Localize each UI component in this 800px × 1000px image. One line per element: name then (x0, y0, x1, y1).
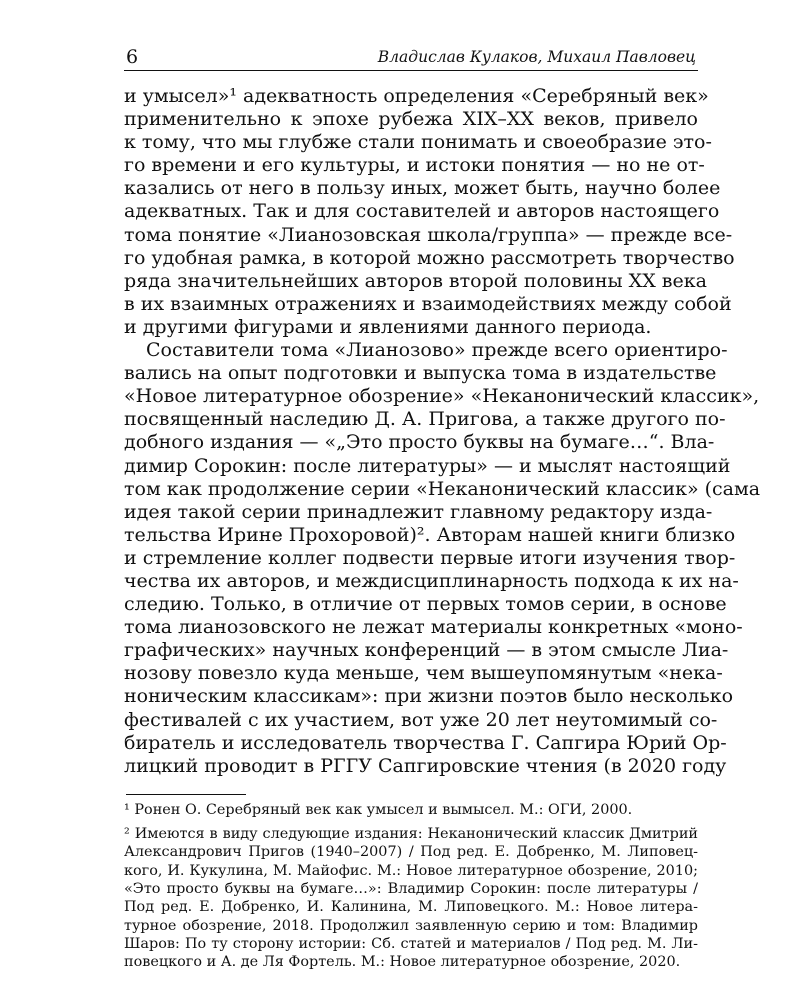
body-line: том как продолжение серии «Неканонический классик» (сама (124, 477, 761, 500)
book-page (124, 40, 761, 971)
body-line: к тому, что мы глубже стали понимать и своеобразие это- (124, 131, 712, 154)
body-text (124, 85, 761, 778)
body-line: добного издания — «„Это просто буквы на бумаге…“. Вла- (124, 431, 715, 454)
running-title: Владислав Кулаков, Михаил Павловец (377, 48, 696, 66)
footnote-line: кого, И. Кукулина, М. Майофис. М.: Новое литературное обозрение, 2010; (124, 862, 698, 879)
body-line: фестивалей с их участием, вот уже 20 лет неутомимый со- (124, 708, 718, 731)
body-line: применительно к эпохе рубежа XIX–XX веков, привело (124, 108, 698, 131)
body-line: ряда значительнейших авторов второй половины XX века (124, 269, 707, 292)
footnote-line: турное обозрение, 2018. Продолжил заявленную серию и том: Владимир (124, 917, 698, 934)
body-line: биратель и исследователь творчества Г. Сапгира Юрий Ор- (124, 731, 727, 754)
body-line: го времени и его культуры, и истоки понятия — но не от- (124, 154, 705, 177)
footnote-line: повецкого и А. де Ля Фортель. М.: Новое литературное обозрение, 2020. (124, 954, 681, 971)
body-line: следию. Только, в отличие от первых томов серии, в основе (124, 593, 727, 616)
body-line: идея такой серии принадлежит главному редактору изда- (124, 500, 713, 523)
body-line: го удобная рамка, в которой можно рассмотреть творчество (124, 246, 735, 269)
body-line: посвященный наследию Д. А. Пригова, а также другого по- (124, 408, 726, 431)
footnote-line: Александрович Пригов (1940–2007) / Под ред. Е. Добренко, М. Липовец- (124, 844, 698, 861)
page-number: 6 (126, 46, 139, 68)
body-line: нозову повезло куда меньше, чем вышеупомянутым «нека- (124, 662, 723, 685)
body-line: и стремление коллег подвести первые итоги изучения твор- (124, 546, 736, 569)
body-line: Составители тома «Лианозово» прежде всего ориентиро- (146, 339, 728, 362)
body-line: графических» научных конференций — в этом смысле Лиа- (124, 639, 729, 662)
body-line: «Новое литературное обозрение» «Неканонический классик», (124, 385, 760, 408)
running-head (124, 40, 698, 71)
body-line: ноническим классикам»: при жизни поэтов было несколько (124, 685, 734, 708)
footnote-line: «Это просто буквы на бумаге…»: Владимир Сорокин: после литературы / (124, 881, 698, 897)
body-line: в их взаимных отражениях и взаимодействиях между собой (124, 292, 732, 315)
body-line: и другими фигурами и явлениями данного периода. (124, 315, 652, 338)
footnote-line: ¹ Ронен О. Серебряный век как умысел и вымысел. М.: ОГИ, 2000. (124, 801, 633, 818)
footnote-line: Под ред. Е. Добренко, И. Калинина, М. Липовецкого. М.: Новое литера- (124, 899, 698, 916)
footnote-line: Шаров: По ту сторону истории: Сб. статей и материалов / Под ред. М. Ли- (124, 935, 698, 952)
body-line: тельства Ирине Прохоровой)². Авторам нашей книги близко (124, 523, 736, 546)
footnotes (124, 801, 698, 972)
body-line: и умысел»¹ адекватность определения «Серебряный век» (124, 85, 709, 107)
footnote-rule (126, 794, 246, 795)
body-line: вались на опыт подготовки и выпуска тома в издательстве (124, 362, 717, 385)
body-line: лицкий проводит в РГГУ Сапгировские чтения (в 2020 году (124, 754, 727, 777)
footnote-line: ² Имеются в виду следующие издания: Неканонический классик Дмитрий (124, 826, 698, 843)
body-line: тома понятие «Лианозовская школа/группа» — прежде все- (124, 223, 733, 246)
body-line: чества их авторов, и междисциплинарность подхода к их на- (124, 569, 739, 592)
body-line: казались от него в пользу иных, может быть, научно более (124, 177, 721, 200)
body-line: адекватных. Так и для составителей и авторов настоящего (124, 200, 720, 223)
body-line: димир Сорокин: после литературы» — и мыслят настоящий (124, 454, 731, 477)
body-line: тома лианозовского не лежат материалы конкретных «моно- (124, 616, 743, 639)
